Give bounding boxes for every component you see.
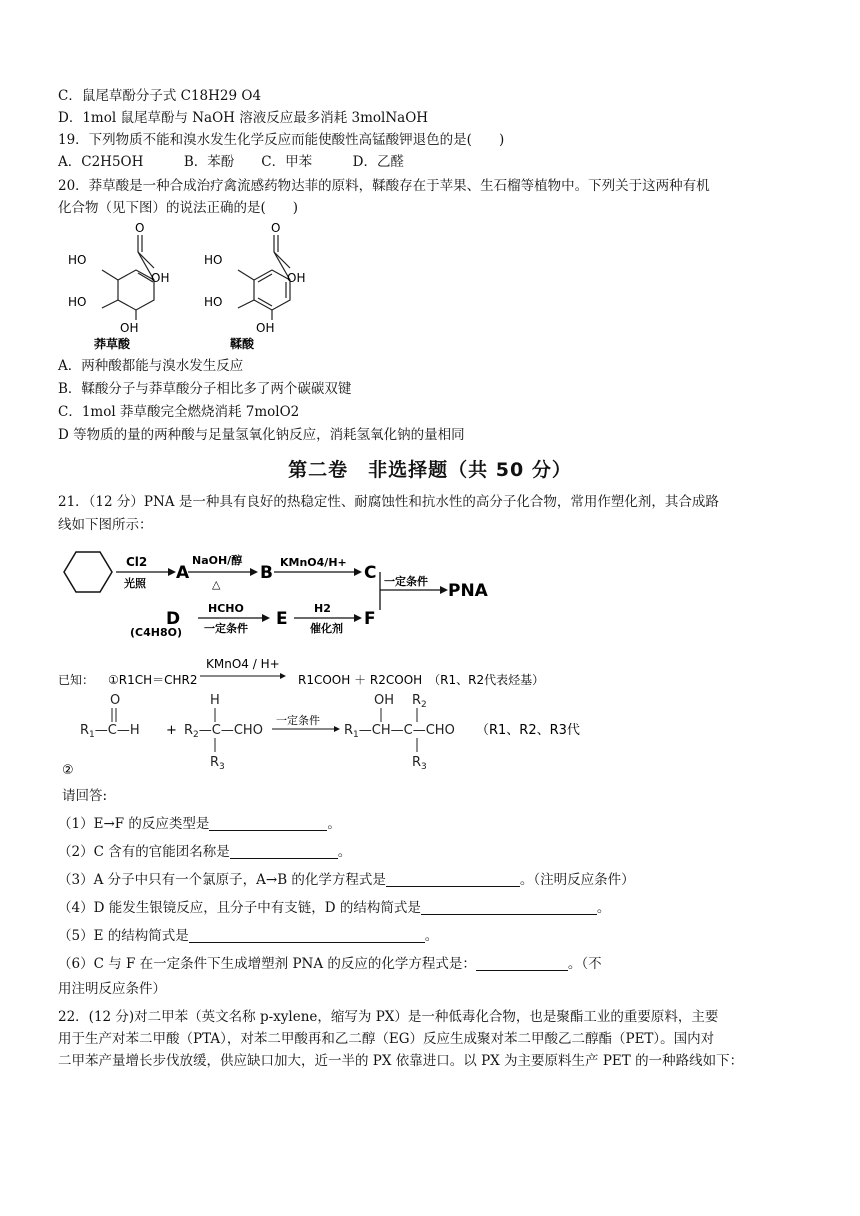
route-pna: PNA — [448, 581, 488, 601]
route-d-formula: (C4H8O) — [130, 626, 182, 639]
q18-option-d: D．1mol 鼠尾草酚与 NaOH 溶液反应最多消耗 3molNaOH — [58, 110, 429, 126]
route-f: F — [364, 609, 376, 629]
q20-option-c: C．1mol 莽草酸完全燃烧消耗 7molO2 — [58, 404, 300, 420]
gallic-acid-structure — [238, 235, 290, 320]
gallic-o: O — [271, 221, 281, 235]
route-b: B — [260, 563, 273, 583]
known2-condition: 一定条件 — [276, 714, 320, 727]
q21-q3-text: （3）A 分子中只有一个氯原子，A→B 的化学方程式是 — [58, 872, 386, 888]
shikimic-ho-mid: HO — [68, 295, 87, 309]
q21-q3-blank[interactable] — [386, 872, 520, 887]
q21-q2-blank[interactable] — [230, 844, 338, 859]
shikimic-oh-bottom: OH — [120, 321, 139, 335]
q21-stem-line2: 线如下图所示： — [58, 517, 153, 533]
section-title: 第二卷 非选择题（共 50 分） — [288, 459, 572, 481]
svg-text:R2—C—CHO: $R_2—C—CHO$ — [184, 723, 263, 740]
known1-right: R1COOH ＋ R2COOH （R1、R2代表烃基） — [298, 673, 545, 687]
route-hcho: HCHO — [208, 602, 244, 615]
please-answer: 请回答: — [62, 788, 108, 804]
gallic-oh-bottom: OH — [256, 321, 275, 335]
q20-structures — [58, 220, 358, 350]
q21-question-5 — [58, 927, 438, 945]
shikimic-ho-top: HO — [68, 253, 87, 267]
q19-options: A．C2H5OH B．苯酚 C．甲苯 D．乙醛 — [58, 154, 404, 170]
q21-question-4 — [58, 899, 610, 917]
known1-left: ①R1CH＝CHR2 — [108, 673, 198, 687]
svg-text:R3: $R_3$ — [412, 755, 427, 772]
q21-q4-period: 。 — [596, 900, 611, 916]
shikimic-acid-name: 莽草酸 — [94, 337, 131, 350]
route-heat: △ — [212, 578, 221, 591]
q21-q6-blank[interactable] — [476, 956, 568, 971]
q21-q1-text: （1）E→F 的反应类型是 — [58, 816, 210, 832]
route-e: E — [276, 609, 288, 629]
known2-product — [344, 693, 455, 772]
q21-q1-blank[interactable] — [209, 816, 327, 831]
svg-text:H: H — [210, 693, 220, 708]
q21-q4-blank[interactable] — [421, 900, 597, 915]
known2-note: （R1、R2、R3代 — [476, 723, 580, 738]
q21-question-6 — [58, 955, 602, 973]
q21-synthesis-route — [58, 540, 498, 640]
q22-line3: 二甲苯产量增长步伐放缓，供应缺口加大，近一半的 PX 依靠进口。以 PX 为主要原料生产 PET 的一种路线如下： — [58, 1053, 744, 1069]
q18-option-c: C．鼠尾草酚分子式 C18H29 O4 — [58, 88, 262, 104]
known2-reactant1 — [80, 693, 140, 740]
shikimic-oh: OH — [151, 271, 170, 285]
route-catalyst: 催化剂 — [310, 622, 343, 635]
svg-text:R1—C—H: $R_1—C—H$ — [80, 723, 140, 740]
known1-reagent: KMnO4 / H+ — [206, 657, 280, 671]
q22-line1: 22．(12 分)对二甲苯（英文名称 p-xylene，缩写为 PX）是一种低毒化合物，也是聚酯工业的重要原料，主要 — [58, 1009, 719, 1025]
q20-option-d: D 等物质的量的两种酸与足量氢氧化钠反应，消耗氢氧化钠的量相同 — [58, 427, 465, 443]
route-cl2: Cl2 — [126, 555, 148, 569]
q21-known-reactions — [58, 650, 798, 780]
known2-number: ② — [62, 763, 74, 778]
svg-text:+: + — [166, 723, 177, 738]
q21-q2-text: （2）C 含有的官能团名称是 — [58, 844, 230, 860]
route-kmno4: KMnO4/H+ — [280, 556, 347, 569]
q21-question-6-line2: 用注明反应条件） — [58, 981, 166, 997]
q21-q6-tail: 。（不 — [567, 956, 602, 972]
q21-q4-text: （4）D 能发生银镜反应，且分子中有支链，D 的结构简式是 — [58, 900, 421, 916]
route-light: 光照 — [124, 577, 146, 590]
q20-stem-line2: 化合物（见下图）的说法正确的是( ) — [58, 200, 299, 216]
route-c: C — [364, 563, 377, 583]
q21-question-3 — [58, 871, 635, 889]
route-cond1: 一定条件 — [204, 622, 248, 635]
gallic-ho-mid: HO — [204, 295, 223, 309]
known2-reactant2 — [184, 693, 263, 772]
q21-q1-period: 。 — [327, 816, 341, 832]
q20-option-a: A．两种酸都能与溴水发生反应 — [58, 358, 244, 374]
shikimic-acid-structure — [102, 235, 154, 320]
q21-question-2 — [58, 843, 351, 861]
q21-q3-tail: 。（注明反应条件） — [519, 872, 635, 888]
known-label: 已知： — [58, 673, 95, 687]
q22-line2: 用于生产对苯二甲酸（PTA），对苯二甲酸再和乙二醇（EG）反应生成聚对苯二甲酸乙二醇酯（PET）。国内对 — [58, 1031, 715, 1047]
route-h2: H2 — [314, 602, 331, 615]
gallic-ho-top: HO — [204, 253, 223, 267]
gallic-acid-name: 鞣酸 — [230, 337, 255, 350]
svg-text:R3: $R_3$ — [210, 755, 225, 772]
q21-q6-text: （6）C 与 F 在一定条件下生成增塑剂 PNA 的反应的化学方程式是： — [58, 956, 476, 972]
route-naoh: NaOH/醇 — [192, 554, 243, 567]
q21-stem-line1: 21．（12 分）PNA 是一种具有良好的热稳定性、耐腐蚀性和抗水性的高分子化合物，常用作塑化剂，其合成路 — [58, 494, 719, 510]
shikimic-o: O — [135, 221, 145, 235]
svg-text:OH: OH — [374, 693, 395, 708]
cyclohexane-ring — [64, 552, 112, 592]
svg-text:R1—CH—C—CHO: $R_1—CH—C—CHO$ — [344, 723, 455, 740]
q21-q5-blank[interactable] — [189, 928, 425, 943]
svg-text:R2: $R_2$ — [412, 693, 427, 710]
q20-stem-line1: 20．莽草酸是一种合成治疗禽流感药物达菲的原料，鞣酸存在于苹果、生石榴等植物中。下列关于这两种有机 — [58, 178, 710, 194]
q21-q5-text: （5）E 的结构简式是 — [58, 928, 189, 944]
q21-q5-period: 。 — [424, 928, 439, 944]
svg-text:O: O — [110, 693, 121, 708]
route-a: A — [176, 563, 190, 583]
q21-q2-period: 。 — [337, 844, 352, 860]
q21-question-1 — [58, 815, 341, 833]
q19-stem: 19．下列物质不能和溴水发生化学反应而能使酸性高锰酸钾退色的是( ) — [58, 132, 505, 148]
route-d: D — [166, 609, 181, 629]
q20-option-b: B．鞣酸分子与莽草酸分子相比多了两个碳碳双键 — [58, 381, 352, 397]
route-cond2: 一定条件 — [384, 575, 428, 588]
gallic-oh: OH — [287, 271, 306, 285]
